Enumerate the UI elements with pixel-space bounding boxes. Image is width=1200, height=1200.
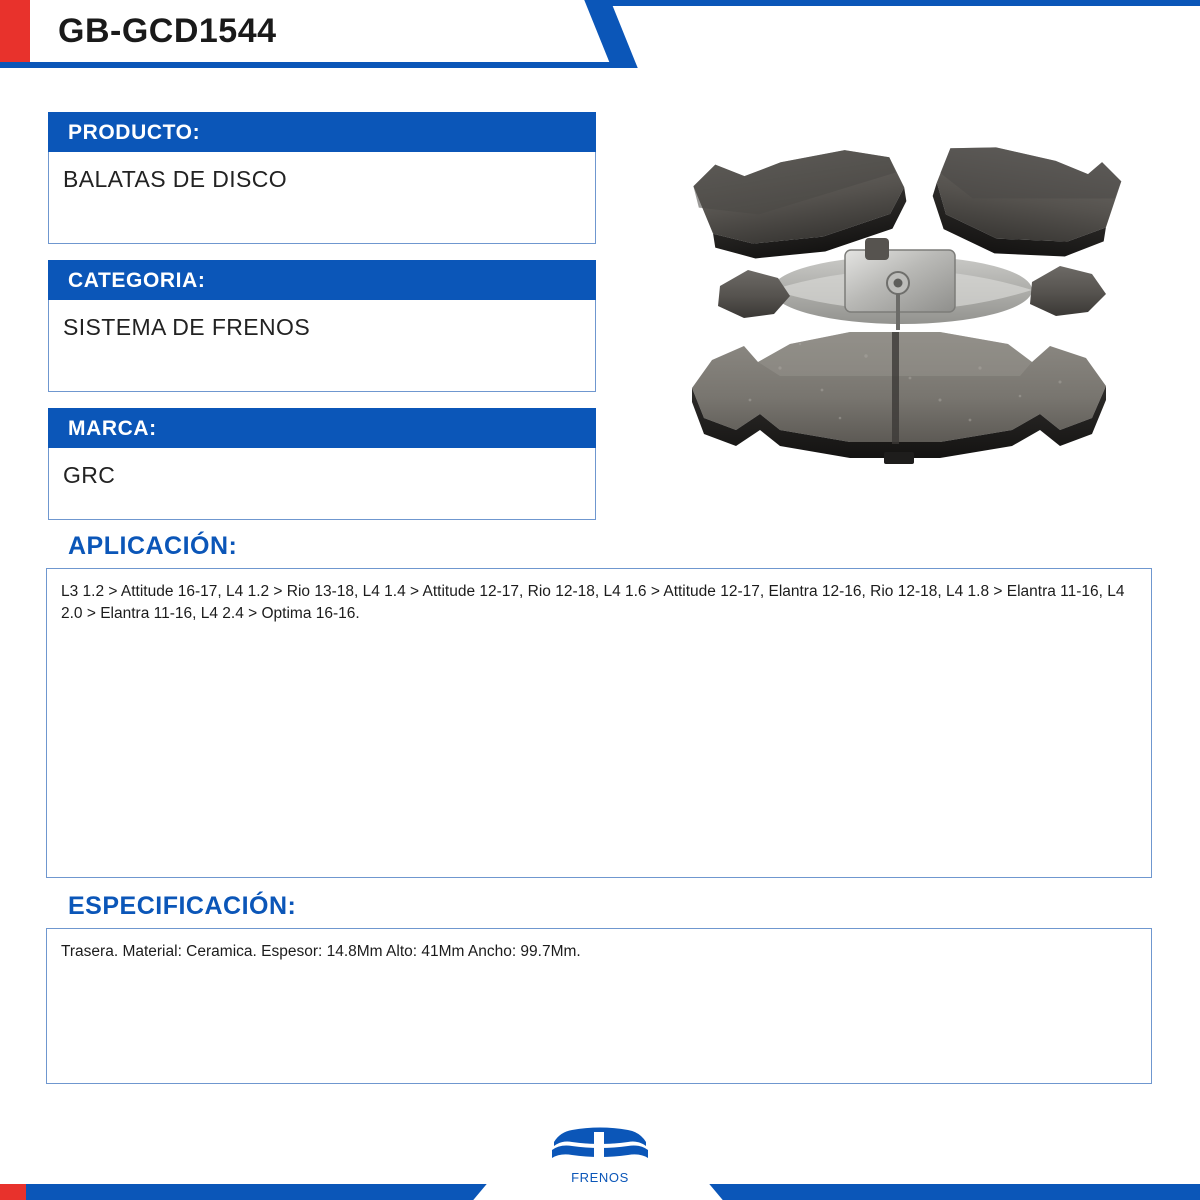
page-footer bbox=[0, 1132, 1200, 1200]
aplicacion-text: L3 1.2 > Attitude 16-17, L4 1.2 > Rio 13-18, L4 1.4 > Attitude 12-17, Rio 12-18, L4 1.6 > Attitude 12-17, Elantra 12-16, Rio 12-18, L4 1.8 > Elantra 11-16, L4 2.0 > Elantra 11-16, L4 2.4 > Optima 16-16. bbox=[61, 583, 1125, 623]
aplicacion-box bbox=[46, 568, 1152, 878]
header-blue-bar-left bbox=[0, 62, 612, 68]
especificacion-heading: ESPECIFICACIÓN: bbox=[68, 892, 297, 920]
field-categoria-label: CATEGORIA: bbox=[48, 260, 596, 300]
header-red-accent bbox=[0, 0, 30, 62]
footer-label: FRENOS bbox=[571, 1170, 629, 1185]
page-header bbox=[0, 0, 1200, 68]
field-categoria bbox=[48, 260, 596, 392]
header-blue-bar-right bbox=[608, 0, 1200, 6]
field-producto-label: PRODUCTO: bbox=[48, 112, 596, 152]
especificacion-box bbox=[46, 928, 1152, 1084]
footer-blue-bar-right bbox=[726, 1184, 1200, 1200]
footer-blue-bar-left bbox=[0, 1184, 468, 1200]
product-image bbox=[640, 100, 1160, 480]
header-blue-diagonal bbox=[584, 0, 637, 68]
brake-pads-illustration bbox=[640, 100, 1160, 480]
field-marca-value: GRC bbox=[48, 448, 596, 520]
field-producto-value: BALATAS DE DISCO bbox=[48, 152, 596, 244]
aplicacion-heading: APLICACIÓN: bbox=[68, 532, 238, 560]
footer-red-accent bbox=[0, 1184, 26, 1200]
field-marca-label: MARCA: bbox=[48, 408, 596, 448]
brake-pad-icon bbox=[540, 1126, 660, 1170]
field-producto bbox=[48, 112, 596, 244]
especificacion-text: Trasera. Material: Ceramica. Espesor: 14.8Mm Alto: 41Mm Ancho: 99.7Mm. bbox=[61, 943, 581, 960]
page-title: GB-GCD1544 bbox=[58, 12, 277, 50]
field-marca bbox=[48, 408, 596, 520]
field-categoria-value: SISTEMA DE FRENOS bbox=[48, 300, 596, 392]
brake-pad-icon-glyph bbox=[540, 1126, 660, 1170]
